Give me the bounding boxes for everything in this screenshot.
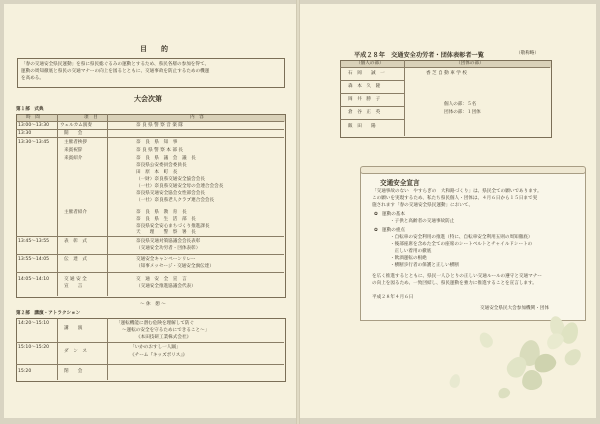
row-item: 宣 言 [64,284,83,289]
award-name: 石 岡 誠 一 [348,71,385,76]
focus-item: ・飲酒運転の根絶 [390,256,427,261]
declaration-line: 施されます「春の交通安全県民運動」において、 [372,203,473,208]
row-content: 奈 良 県 生 活 部 長 [136,217,196,222]
row-content: （一財）奈良県交通安全協会会長 [136,177,205,182]
row-item: 開 会 [64,131,83,136]
row-content: 奈 良 県 警 察 音 楽 隊 [136,123,183,128]
row-item: 来賓祝辞 [64,148,83,153]
row-content: （交通安全推進協議会代表） [136,284,196,289]
declaration-line: この願いを実現するため、私たち県民個人・団体は、４月６日から１５日まで実 [372,196,538,201]
right-page [300,4,596,418]
row-time: 13:30 [18,131,32,136]
left-page [4,4,296,418]
row-content: 《本田技研工業株式会社》 [136,335,192,340]
row-item: 主催者挨拶 [64,140,87,145]
row-content: 田 原 本 町 長 [136,170,178,175]
row-item: 閉 会 [64,369,83,374]
row-item: ウェルカム演奏 [60,123,92,128]
row-content: 《チーム『キッズポリス』》 [130,353,188,358]
row-item: 主催者紹介 [64,210,87,215]
purpose-line: 「春の交通安全県民運動」を県に県民総ぐるみの運動とするため、県民各層の参加を得て、 [21,62,210,67]
row-content: 奈 良 県 議 会 議 長 [136,156,196,161]
row-content: 奈 良 県 教 育 長 [136,210,187,215]
row-time: 13:55〜14:05 [18,257,50,262]
row-content: 奈 良 県 警 察 本 部 長 [136,148,183,153]
col-header-time: 時 間 [26,115,40,120]
sakura-petal [477,330,495,350]
col-divider [107,318,108,380]
row-item: ダ ン ス [64,349,87,354]
row-divider [16,236,284,237]
row-content: （知事メッセージ・交通安全旗伝達） [136,264,214,269]
row-content: （交通安全功労者・団体表彰） [136,246,201,251]
part1-label: 第１部 式典 [16,107,44,112]
focus-label: 運動の重点 [382,228,405,233]
award-header-individual: （個人の部） [356,61,384,66]
row-item: 講 演 [64,326,83,331]
row-content: 奈良県公安委員会委員長 [136,163,187,168]
closing-line: の向上を図るため、一致団結し、県民運動を強力に推進することを宣言します。 [372,281,537,286]
program-title: 大会次第 [134,95,162,103]
row-time: 13:30〜13:45 [18,140,50,145]
row-time: 13:00〜13:30 [18,123,50,128]
award-group-name: 香 芝 自 動 車 学 校 [426,71,467,76]
row-time: 14:20〜15:10 [18,321,50,326]
award-name: 岡 井 勝 子 [348,97,381,102]
award-header-group: （団体の部） [456,61,484,66]
award-title: 平成２８年 交通安全功労者・団体表彰者一覧 [354,52,484,59]
award-count: 個人の部：５名 [444,102,477,107]
row-divider [340,119,404,120]
row-divider [16,272,284,273]
row-divider [16,137,284,138]
sakura-petal [496,386,511,400]
row-content: 奈 良 県 知 事 [136,140,178,145]
row-item: 表 彰 式 [64,239,87,244]
row-content: 〜運転の安全を守るためにできること〜」 [122,328,210,333]
purpose-title: 目 的 [140,45,168,53]
col-header-item: 項 目 [84,115,98,120]
row-time: 15:20 [18,369,32,374]
declaration-date: 平成２８年４月６日 [372,295,414,300]
row-divider [16,129,284,130]
row-item: 伝 達 式 [64,257,87,262]
declaration-signature: 交通安全県民大会参加機関・団体 [480,306,549,311]
row-divider [340,80,404,81]
row-content: 奈良県交通対策協議会会長表彰 [136,239,201,244]
award-count: 団体の部：１団体 [444,110,481,115]
row-content: 交 通 安 全 宣 言 [136,277,187,282]
basics-item: ・子供と高齢者の交通事故防止 [390,219,455,224]
col-divider [404,60,405,136]
sakura-petal [448,373,461,389]
declaration-title: 交通安全宣言 [380,179,420,187]
row-content: 「いかのおすし一人踊」 [130,345,181,350]
row-divider [16,342,284,343]
award-note: （敬称略） [516,51,539,56]
focus-item: ・後部座席を含めた全ての座席のシートベルトとチャイルドシートの [390,242,533,247]
row-divider [16,364,284,365]
row-content: （一社）奈良県交通安全母の会連合会会長 [136,184,224,189]
part2-label: 第２部 講演・アトラクション [16,311,81,316]
row-content: 「運転機能に潜む危険を理解して防ぐ [116,321,195,326]
purpose-line: 運動の周知徹底と県民の交通マナーの向上を図るとともに、交通事故を防止するための機運 [21,69,210,74]
row-divider [340,93,404,94]
break-label: 〜 休 憩 〜 [140,302,166,307]
declaration-line: 「交通事故のない やすらぎの 大和路づくり」は、県民全ての願いであります。 [372,189,542,194]
row-content: 奈良県安全安心まちづくり推進課長 [136,224,210,229]
focus-item: ・横断歩行者の保護と正しい横断 [390,263,459,268]
award-name: 飯 田 陽 [348,124,376,129]
col-divider [57,318,58,380]
row-divider [340,106,404,107]
row-time: 15:10〜15:20 [18,345,50,350]
row-time: 13:45〜13:55 [18,239,50,244]
sakura-petal [562,346,585,369]
star-icon: ✿ [374,228,378,233]
row-content: 交通安全キャンペーンリレー [136,257,196,262]
row-divider [16,121,284,122]
row-item: 来賓紹介 [64,156,83,161]
row-content: 奈良県交通安全協会女性部会会長 [136,191,205,196]
row-item: 交 通 安 全 [64,277,87,282]
col-header-content: 内 容 [190,115,204,120]
scroll-roll-top [360,166,586,174]
focus-item: ・自転車の安全利用の推進（特に、自転車安全利用五則の周知徹底） [390,235,533,240]
award-name: 森 本 久 隆 [348,84,381,89]
row-content: （一社）奈良県老人クラブ連合会会長 [136,198,215,203]
award-name: 倉 谷 正 英 [348,110,381,115]
purpose-line: を高める。 [21,76,44,81]
focus-item: 正しい着用の徹底 [390,249,432,254]
row-content: 天 理 警 察 署 長 [136,230,196,235]
row-time: 14:05〜14:10 [18,277,50,282]
star-icon: ✿ [374,212,378,217]
row-divider [16,254,284,255]
row-divider [340,67,550,68]
col-divider [57,114,58,296]
basics-label: 運動の基本 [382,212,405,217]
closing-line: を広く推進するとともに、県民一人ひとりの正しい交通ルールの遵守と交通マナー [372,274,542,279]
col-divider [107,114,108,296]
